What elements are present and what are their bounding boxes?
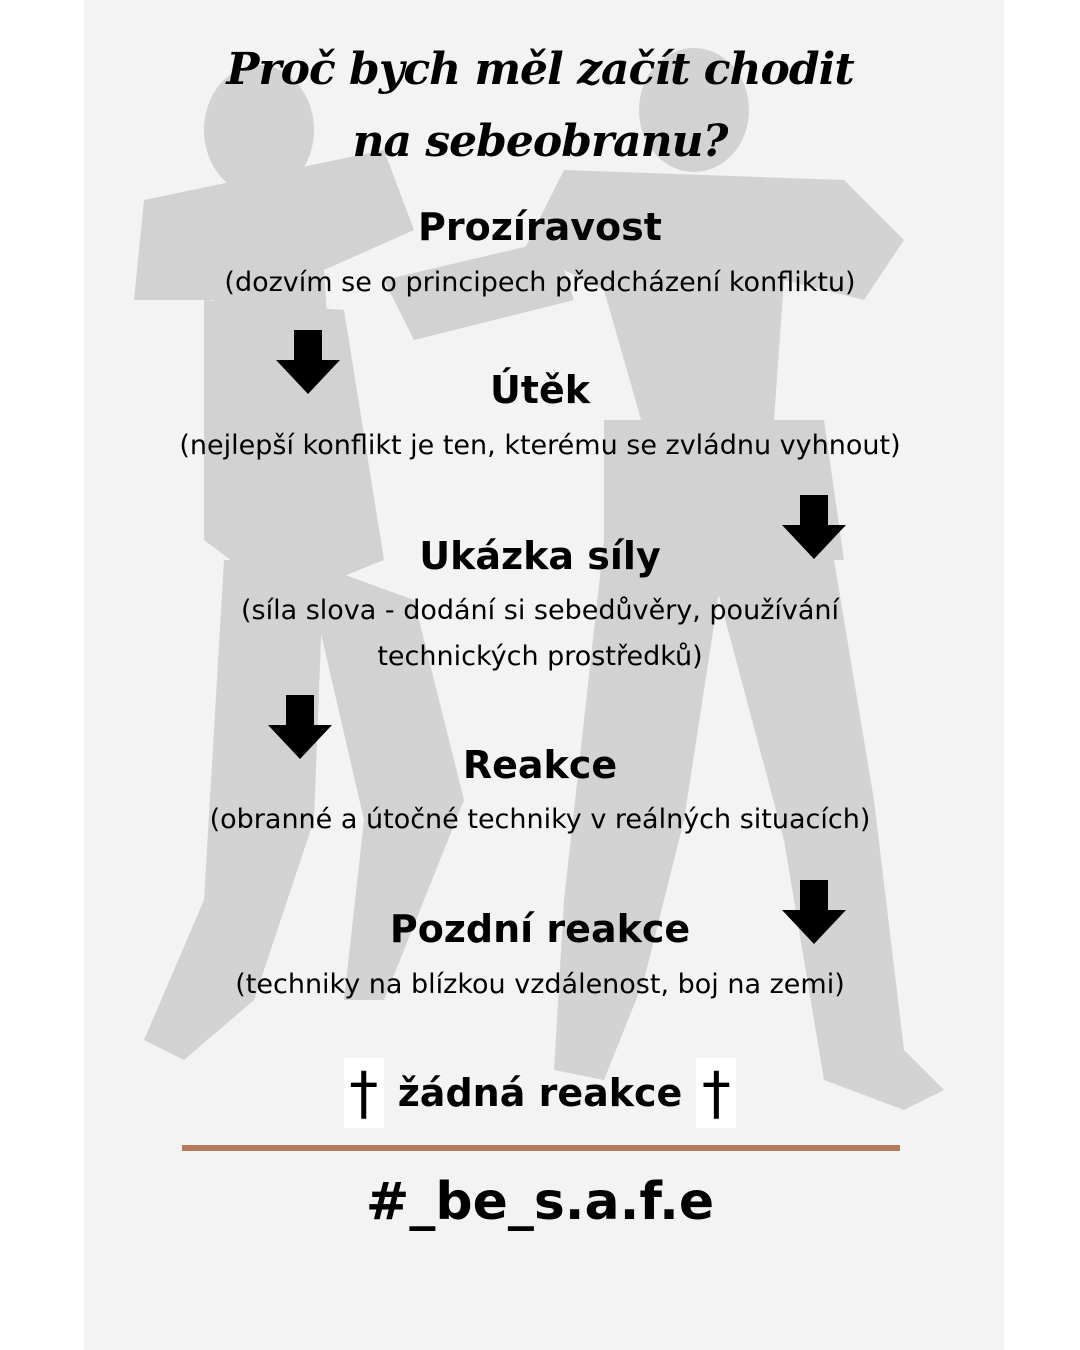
- step-title-prozíravost: Prozíravost: [418, 205, 662, 249]
- final-label: žádná reakce: [397, 1071, 683, 1115]
- step-title-ukazka-sily: Ukázka síly: [419, 534, 661, 578]
- cross-icon: †: [696, 1058, 736, 1128]
- step-desc-ukazka-sily: [190, 588, 890, 680]
- step-desc-line-1: (síla slova - dodání si sebedůvěry, používání: [240, 595, 840, 626]
- divider: [182, 1145, 900, 1151]
- cross-icon: †: [344, 1058, 384, 1128]
- page-title: [0, 34, 1080, 178]
- title-line-2: na sebeobranu?: [352, 116, 728, 167]
- step-title-reakce: Reakce: [462, 743, 618, 787]
- step-title-pozdni-reakce: Pozdní reakce: [389, 907, 691, 951]
- step-desc-pozdni-reakce: (techniky na blízkou vzdálenost, boj na zemi): [235, 969, 845, 1000]
- final-outcome: [0, 1058, 1080, 1128]
- step-desc-prozíravost: (dozvím se o principech předcházení konfliktu): [224, 267, 856, 298]
- step-title-utek: Útěk: [489, 368, 591, 412]
- step-desc-reakce: (obranné a útočné techniky v reálných situacích): [209, 804, 871, 835]
- step-desc-line-2: technických prostředků): [377, 641, 703, 672]
- title-line-1: Proč bych měl začít chodit: [226, 44, 854, 95]
- step-desc-utek: (nejlepší konflikt je ten, kterému se zvládnu vyhnout): [179, 430, 901, 461]
- hashtag: #_be_s.a.f.e: [365, 1172, 715, 1232]
